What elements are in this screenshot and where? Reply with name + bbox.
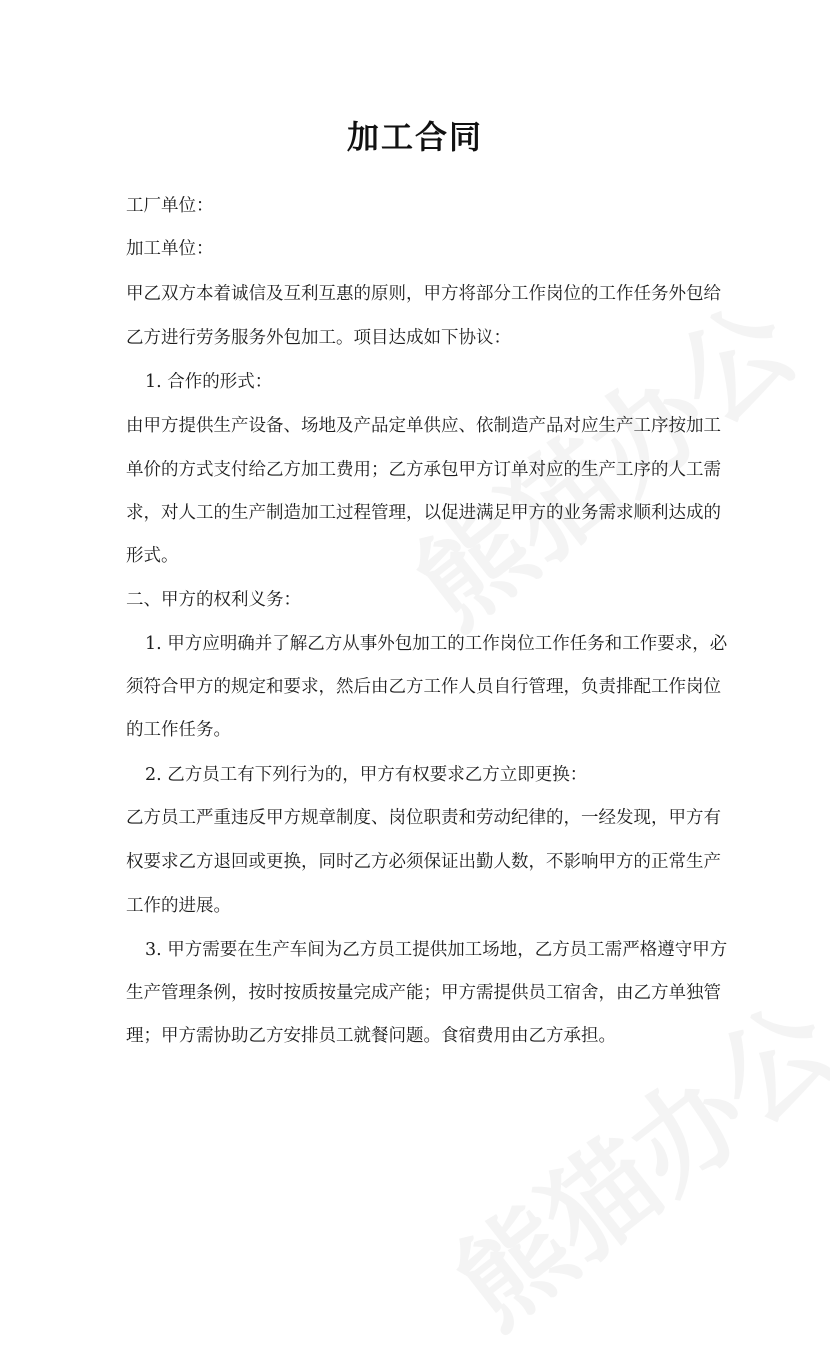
paragraph-line: 甲乙双方本着诚信及互利互惠的原则，甲方将部分工作岗位的工作任务外包给 bbox=[126, 284, 721, 304]
paragraph-line: 形式。 bbox=[126, 546, 179, 566]
section-heading: 1. 合作的形式： bbox=[145, 372, 273, 392]
paragraph-line: 生产管理条例，按时按质按量完成产能；甲方需提供员工宿舍，由乙方单独管 bbox=[126, 983, 721, 1003]
paragraph-line: 3. 甲方需要在生产车间为乙方员工提供加工场地，乙方员工需严格遵守甲方 bbox=[145, 940, 728, 960]
paragraph-line: 的工作任务。 bbox=[126, 720, 231, 740]
paragraph-line: 理；甲方需协助乙方安排员工就餐问题。食宿费用由乙方承担。 bbox=[126, 1026, 616, 1046]
paragraph-line: 单价的方式支付给乙方加工费用；乙方承包甲方订单对应的生产工序的人工需 bbox=[126, 460, 721, 480]
paragraph-processing-unit: 加工单位： bbox=[126, 239, 214, 259]
paragraph-line: 2. 乙方员工有下列行为的，甲方有权要求乙方立即更换： bbox=[145, 765, 588, 785]
watermark bbox=[418, 961, 830, 1356]
document-title: 加工合同 bbox=[346, 118, 483, 156]
paragraph-line: 须符合甲方的规定和要求，然后由乙方工作人员自行管理，负责排配工作岗位 bbox=[126, 677, 721, 697]
paragraph-line: 权要求乙方退回或更换，同时乙方必须保证出勤人数，不影响甲方的正常生产 bbox=[126, 852, 721, 872]
paragraph-line: 求，对人工的生产制造加工过程管理，以促进满足甲方的业务需求顺利达成的 bbox=[126, 503, 721, 523]
paragraph-line: 工作的进展。 bbox=[126, 896, 231, 916]
paragraph-line: 1. 甲方应明确并了解乙方从事外包加工的工作岗位工作任务和工作要求，必 bbox=[145, 634, 728, 654]
paragraph-factory-unit: 工厂单位： bbox=[126, 196, 214, 216]
paragraph-line: 乙方员工严重违反甲方规章制度、岗位职责和劳动纪律的，一经发现，甲方有 bbox=[126, 808, 721, 828]
section-heading: 二、甲方的权利义务： bbox=[126, 590, 301, 610]
paragraph-line: 由甲方提供生产设备、场地及产品定单供应、依制造产品对应生产工序按加工 bbox=[126, 416, 721, 436]
paragraph-line: 乙方进行劳务服务外包加工。项目达成如下协议： bbox=[126, 328, 511, 348]
